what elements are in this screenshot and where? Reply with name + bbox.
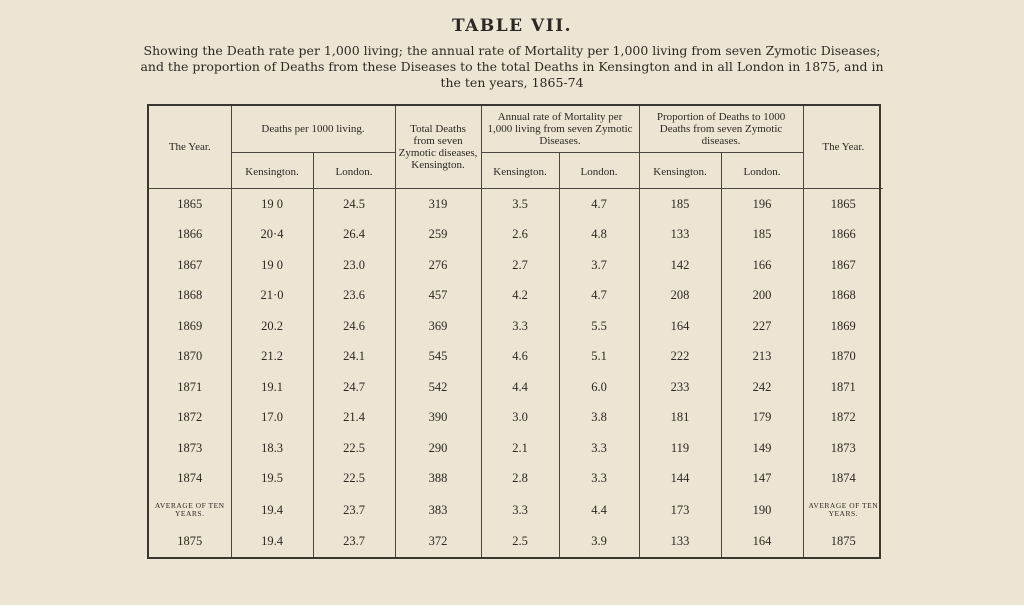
cell-annual-london: 4.7 [559, 280, 639, 310]
cell-annual-kensington: 4.4 [481, 372, 559, 402]
cell-total-deaths: 290 [395, 433, 481, 463]
cell-deaths-kensington: 20.2 [231, 311, 313, 341]
cell-annual-london: 6.0 [559, 372, 639, 402]
cell-annual-london: 5.1 [559, 341, 639, 371]
cell-deaths-london: 22.5 [313, 463, 395, 493]
header-year-right: The Year. [803, 106, 883, 188]
cell-proportion-london: 185 [721, 220, 803, 250]
header-proportion-label: Proportion of Deaths to 1000 Deaths from seven Zymotic diseases. [656, 110, 786, 147]
cell-proportion-london: 164 [721, 526, 803, 557]
header-annual-rate-label: Annual rate of Mortality per 1,000 living from seven Zymotic Diseases. [487, 110, 633, 147]
cell-deaths-kensington: 19.1 [231, 372, 313, 402]
cell-annual-kensington: 3.3 [481, 494, 559, 527]
cell-annual-london: 3.7 [559, 250, 639, 280]
cell-proportion-london: 147 [721, 463, 803, 493]
cell-deaths-london: 23.6 [313, 280, 395, 310]
table-row [149, 188, 883, 220]
cell-total-deaths: 372 [395, 526, 481, 557]
cell-proportion-london: 179 [721, 402, 803, 432]
cell-deaths-kensington: 19 0 [231, 188, 313, 220]
cell-proportion-kensington: 164 [639, 311, 721, 341]
cell-proportion-kensington: 119 [639, 433, 721, 463]
cell-annual-kensington: 2.7 [481, 250, 559, 280]
cell-year: 1874 [177, 471, 203, 486]
cell-proportion-kensington: 222 [639, 341, 721, 371]
cell-annual-kensington: 2.5 [481, 526, 559, 557]
cell-deaths-london: 24.1 [313, 341, 395, 371]
header-deaths-per-1000 [231, 106, 395, 152]
subheader-proportion-kensington: Kensington. [639, 152, 721, 188]
cell-annual-london: 4.7 [559, 188, 639, 220]
subheader-annual-london: London. [559, 152, 639, 188]
table-row [149, 402, 883, 432]
subheader-proportion-london: London. [721, 152, 803, 188]
cell-deaths-kensington: 18.3 [231, 433, 313, 463]
cell-proportion-kensington: 142 [639, 250, 721, 280]
cell-annual-kensington: 2.6 [481, 220, 559, 250]
cell-proportion-kensington: 144 [639, 463, 721, 493]
cell-annual-london: 3.3 [559, 463, 639, 493]
cell-year-right: 1871 [803, 372, 883, 402]
header-year: The Year. [149, 106, 231, 188]
mortality-table [147, 104, 881, 559]
subheader-annual-kensington: Kensington. [481, 152, 559, 188]
cell-year: 1875 [177, 534, 203, 549]
table-caption: Showing the Death rate per 1,000 living; the annual rate of Mortality per 1,000 living from seven Zymotic Diseases; and the proportion of Deaths from these Diseases to the total Deaths in Kensington and in all London in 1875, and in the ten years, 1865-74 [140, 43, 884, 90]
cell-proportion-london: 227 [721, 311, 803, 341]
cell-year-right: 1868 [803, 280, 883, 310]
cell-deaths-london: 24.6 [313, 311, 395, 341]
cell-annual-london: 4.4 [559, 494, 639, 527]
cell-year-right: 1875 [803, 526, 883, 557]
table-row [149, 220, 883, 250]
cell-deaths-kensington: 21·0 [231, 280, 313, 310]
table-row [149, 311, 883, 341]
cell-annual-kensington: 2.1 [481, 433, 559, 463]
cell-proportion-kensington: 173 [639, 494, 721, 527]
table-row [149, 341, 883, 371]
cell-total-deaths: 390 [395, 402, 481, 432]
table-row [149, 526, 883, 557]
cell-total-deaths: 259 [395, 220, 481, 250]
cell-deaths-london: 22.5 [313, 433, 395, 463]
cell-deaths-kensington: 17.0 [231, 402, 313, 432]
cell-total-deaths: 383 [395, 494, 481, 527]
cell-proportion-london: 196 [721, 188, 803, 220]
table-title: TABLE VII. [451, 16, 573, 36]
cell-year-right: 1865 [803, 188, 883, 220]
cell-deaths-london: 23.0 [313, 250, 395, 280]
cell-annual-london: 3.8 [559, 402, 639, 432]
cell-deaths-kensington: 19 0 [231, 250, 313, 280]
cell-year: 1866 [177, 227, 203, 242]
cell-deaths-kensington: 20·4 [231, 220, 313, 250]
cell-year-right: 1872 [803, 402, 883, 432]
cell-year-right: 1867 [803, 250, 883, 280]
header-deaths-per-1000-label: Deaths per 1000 living. [261, 122, 365, 135]
cell-total-deaths: 545 [395, 341, 481, 371]
cell-deaths-london: 24.7 [313, 372, 395, 402]
cell-total-deaths: 457 [395, 280, 481, 310]
table-row [149, 372, 883, 402]
table-row [149, 250, 883, 280]
cell-proportion-kensington: 185 [639, 188, 721, 220]
header-total-deaths: Total Deaths from seven Zymotic diseases, Kensington. [395, 106, 481, 188]
header-annual-rate [481, 106, 639, 152]
cell-total-deaths: 319 [395, 188, 481, 220]
cell-total-deaths: 369 [395, 311, 481, 341]
cell-proportion-kensington: 208 [639, 280, 721, 310]
cell-proportion-kensington: 133 [639, 220, 721, 250]
cell-year: 1872 [177, 410, 203, 425]
cell-total-deaths: 276 [395, 250, 481, 280]
header-proportion [639, 106, 803, 152]
cell-proportion-london: 149 [721, 433, 803, 463]
subheader-deaths-london: London. [313, 152, 395, 188]
cell-year: AVERAGE OF TEN YEARS. [154, 501, 225, 519]
table-body [149, 188, 883, 557]
table-row [149, 494, 883, 527]
cell-proportion-london: 200 [721, 280, 803, 310]
cell-annual-kensington: 3.3 [481, 311, 559, 341]
cell-year-right: AVERAGE OF TEN YEARS. [803, 494, 883, 527]
table-row [149, 463, 883, 493]
cell-annual-kensington: 2.8 [481, 463, 559, 493]
table-row [149, 280, 883, 310]
cell-proportion-london: 213 [721, 341, 803, 371]
cell-deaths-kensington: 19.5 [231, 463, 313, 493]
cell-year-right: 1873 [803, 433, 883, 463]
cell-annual-london: 4.8 [559, 220, 639, 250]
cell-total-deaths: 388 [395, 463, 481, 493]
cell-deaths-kensington: 19.4 [231, 526, 313, 557]
cell-annual-london: 3.3 [559, 433, 639, 463]
cell-year: 1870 [177, 349, 203, 364]
cell-deaths-london: 21.4 [313, 402, 395, 432]
cell-year-right: 1866 [803, 220, 883, 250]
cell-year-right: 1869 [803, 311, 883, 341]
cell-deaths-london: 23.7 [313, 494, 395, 527]
table-row [149, 433, 883, 463]
cell-proportion-kensington: 133 [639, 526, 721, 557]
cell-year: 1871 [177, 379, 203, 394]
cell-deaths-kensington: 19.4 [231, 494, 313, 527]
cell-proportion-london: 190 [721, 494, 803, 527]
cell-annual-london: 3.9 [559, 526, 639, 557]
cell-year: 1868 [177, 288, 203, 303]
subheader-deaths-kensington: Kensington. [231, 152, 313, 188]
cell-annual-kensington: 3.0 [481, 402, 559, 432]
cell-deaths-london: 26.4 [313, 220, 395, 250]
cell-total-deaths: 542 [395, 372, 481, 402]
cell-deaths-kensington: 21.2 [231, 341, 313, 371]
cell-annual-london: 5.5 [559, 311, 639, 341]
cell-year-right: 1870 [803, 341, 883, 371]
cell-year: 1869 [177, 318, 203, 333]
cell-year-right: 1874 [803, 463, 883, 493]
cell-year: 1865 [177, 196, 203, 211]
cell-deaths-london: 24.5 [313, 188, 395, 220]
cell-annual-kensington: 4.2 [481, 280, 559, 310]
cell-year: 1867 [177, 257, 203, 272]
cell-year: 1873 [177, 440, 203, 455]
cell-deaths-london: 23.7 [313, 526, 395, 557]
cell-proportion-kensington: 233 [639, 372, 721, 402]
cell-annual-kensington: 3.5 [481, 188, 559, 220]
cell-annual-kensington: 4.6 [481, 341, 559, 371]
cell-proportion-kensington: 181 [639, 402, 721, 432]
cell-proportion-london: 166 [721, 250, 803, 280]
cell-proportion-london: 242 [721, 372, 803, 402]
